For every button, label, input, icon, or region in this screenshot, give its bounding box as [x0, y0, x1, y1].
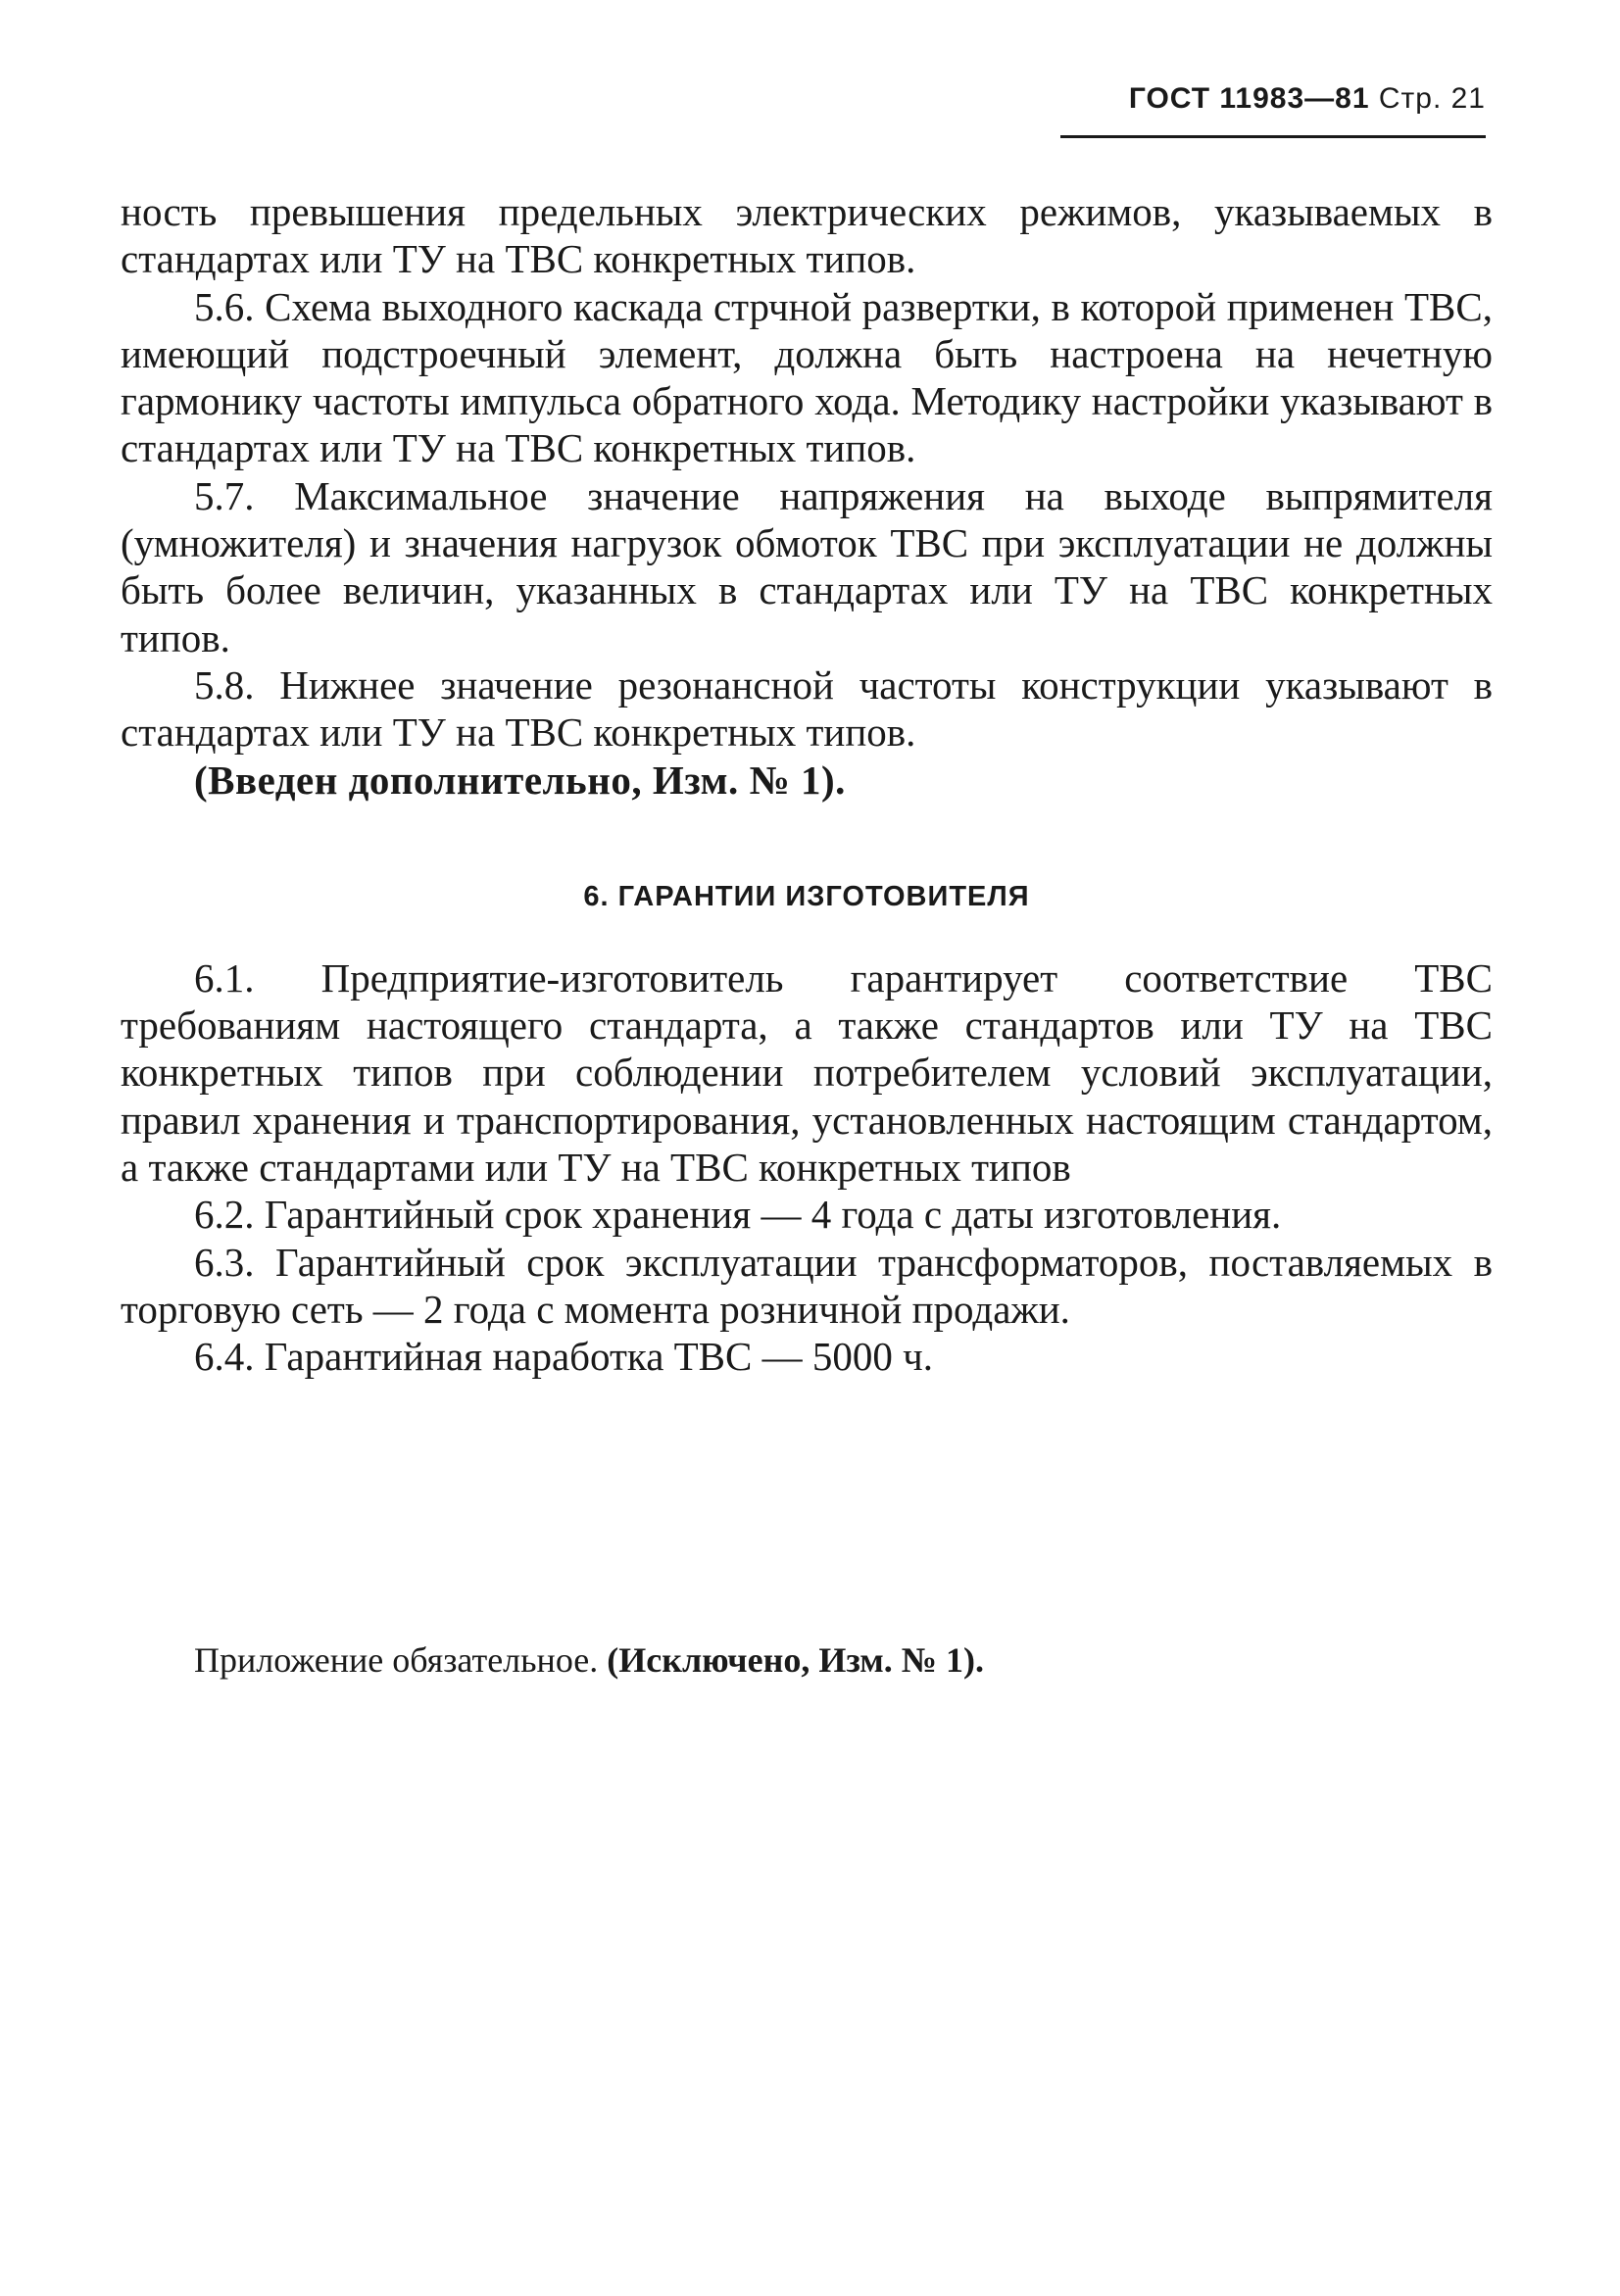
paragraph-5-7: 5.7. Максимальное значение напряжения на выходе выпрямителя (умножителя) и значения нагрузок обмоток ТВС при эксплуатации не должны быть более величин, указанных в стандартах или ТУ на ТВС конкретных типов. — [121, 472, 1493, 660]
paragraph-6-2: 6.2. Гарантийный срок хранения — 4 года с даты изготовления. — [194, 1192, 1282, 1238]
paragraph-continuation: ность превышения предельных электрических режимов, указываемых в стандартах или ТУ на ТВС конкретных типов. — [121, 189, 1493, 282]
appendix-title: Приложение обязательное. — [194, 1640, 599, 1680]
section-6-heading: 6. ГАРАНТИИ ИЗГОТОВИТЕЛЯ — [583, 880, 1030, 912]
document-code: ГОСТ 11983—81 — [1128, 82, 1370, 115]
appendix-note: (Исключено, Изм. № 1). — [607, 1640, 984, 1680]
page-header — [1060, 82, 1486, 116]
page-number: Стр. 21 — [1378, 82, 1486, 115]
paragraph-6-3: 6.3. Гарантийный срок эксплуатации трансформаторов, поставляемых в торговую сеть — 2 года с момента розничной продажи. — [121, 1239, 1493, 1332]
amendment-note: (Введен дополнительно, Изм. № 1). — [194, 757, 846, 803]
paragraph-6-4: 6.4. Гарантийная наработка ТВС — 5000 ч. — [194, 1334, 933, 1380]
paragraph-5-8: 5.8. Нижнее значение резонансной частоты конструкции указывают в стандартах или ТУ на ТВС конкретных типов. — [121, 661, 1493, 756]
paragraph-5-6: 5.6. Схема выходного каскада стрчной развертки, в которой применен ТВС, имеющий подстроечный элемент, должна быть настроена на нечетную гармонику частоты импульса обратного хода. Методику настройки указывают в стандартах или ТУ на ТВС конкретных типов. — [121, 283, 1493, 471]
paragraph-6-1: 6.1. Предприятие-изготовитель гарантирует соответствие ТВС требованиям настоящего стандарта, а также стандартов или ТУ на ТВС конкретных типов при соблюдении потребителем условий эксплуатации, правил хранения и транспортирования, установленных настоящим стандартом, а также стандартами или ТУ на ТВС конкретных типов — [121, 954, 1493, 1191]
document-body — [121, 188, 1493, 1381]
header-rule — [1060, 135, 1486, 138]
appendix-line — [194, 1638, 984, 1682]
